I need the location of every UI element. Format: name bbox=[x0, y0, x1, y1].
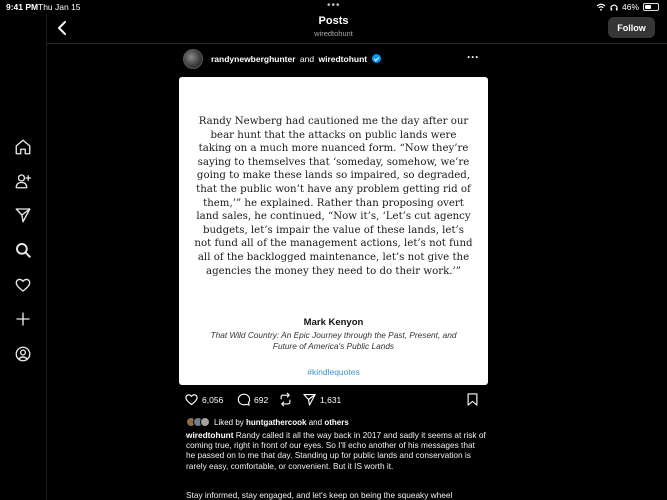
action-row bbox=[184, 392, 484, 410]
liked-by-joiner: and bbox=[308, 417, 323, 427]
bookmark-icon bbox=[465, 392, 480, 407]
post-caption bbox=[186, 430, 486, 471]
hashtag-label: #kindlequotes bbox=[307, 367, 360, 377]
author-link-1[interactable]: randynewberghunter bbox=[211, 54, 296, 64]
liked-by bbox=[186, 417, 349, 427]
posts-header bbox=[47, 14, 667, 42]
save-button[interactable] bbox=[465, 392, 480, 407]
wifi-icon bbox=[596, 3, 606, 11]
share-count: 1,631 bbox=[320, 394, 342, 405]
status-time: 9:41 PM bbox=[6, 2, 39, 12]
status-indicators bbox=[596, 2, 659, 12]
search-icon[interactable] bbox=[13, 240, 33, 260]
page-subtitle: wiredtohunt bbox=[314, 29, 353, 38]
liked-by-others-link[interactable]: others bbox=[324, 417, 349, 427]
post-image[interactable] bbox=[179, 77, 488, 385]
quote-author: Mark Kenyon bbox=[303, 317, 364, 328]
like-button[interactable] bbox=[184, 392, 223, 407]
verified-badge-icon bbox=[372, 54, 381, 63]
sidebar bbox=[0, 0, 46, 500]
share-button[interactable] bbox=[302, 392, 341, 407]
heart-icon bbox=[184, 392, 199, 407]
liked-by-prefix: Liked by bbox=[214, 417, 244, 427]
author-joiner: and bbox=[299, 54, 315, 64]
more-options-icon[interactable]: ··· bbox=[467, 50, 479, 64]
liked-by-avatars[interactable] bbox=[186, 417, 207, 427]
comment-icon bbox=[236, 392, 251, 407]
battery-percent: 46% bbox=[621, 2, 639, 12]
heart-icon[interactable] bbox=[13, 275, 33, 295]
repost-icon bbox=[278, 392, 293, 407]
quote-text: Randy Newberg had cautioned me the day after our bear hunt that the attacks on public lands were taking on a much more nuanced form. “Now they’re saying to themselves that ‘someday, somehow, we’re going to make these lands so impaired, so degraded, that the public won’t have any problem getting rid of them,’” he explained. Rather than proposing overt land sales, he continued, “Now it’s, ‘Let’s cut agency budgets, let’s impair the value of these lands, let’s not fund all of the management actions, let’s not fund all of the backlogged maintenance, let’s not give the agencies the money they need to do their work.’” bbox=[194, 116, 473, 277]
people-icon[interactable] bbox=[13, 171, 33, 191]
follow-button[interactable]: Follow bbox=[608, 17, 655, 38]
battery-icon bbox=[643, 3, 659, 11]
avatar[interactable] bbox=[183, 49, 203, 69]
multitasking-dots-icon[interactable]: ••• bbox=[327, 0, 341, 11]
create-icon[interactable] bbox=[13, 309, 33, 329]
comment-count: 692 bbox=[254, 394, 269, 405]
repost-button[interactable] bbox=[278, 392, 293, 407]
direct-icon[interactable] bbox=[13, 205, 33, 225]
like-count: 6,056 bbox=[202, 394, 224, 405]
caption-text: Randy called it all the way back in 2017 and sadly it seems at risk of coming true, right in front of our eyes. So I'll echo another of his messages that he passed on to me that day. Standing up for public lands and conservation is rarely easy, comfortable, or convenient. But it IS worth it. bbox=[186, 430, 486, 471]
caption-text-continued: Stay informed, stay engaged, and let's keep on being the squeaky wheel bbox=[186, 490, 453, 500]
headphones-icon bbox=[610, 3, 618, 11]
liked-by-user-link[interactable]: huntgathercook bbox=[246, 417, 307, 427]
book-title: That Wild Country: An Epic Journey through the Past, Present, and Future of America's Public Lands bbox=[210, 330, 457, 351]
direct-icon bbox=[302, 392, 317, 407]
status-date: Thu Jan 15 bbox=[38, 2, 81, 12]
post-authors bbox=[211, 54, 381, 64]
post-header bbox=[181, 48, 491, 70]
author-link-2[interactable]: wiredtohunt bbox=[318, 54, 368, 64]
home-icon[interactable] bbox=[13, 137, 33, 157]
status-bar bbox=[0, 0, 667, 14]
page-title: Posts bbox=[318, 15, 349, 27]
header-divider bbox=[47, 43, 667, 44]
caption-username[interactable]: wiredtohunt bbox=[186, 430, 234, 440]
sidebar-divider bbox=[46, 14, 47, 500]
profile-icon[interactable] bbox=[13, 344, 33, 364]
comment-button[interactable] bbox=[236, 392, 268, 407]
